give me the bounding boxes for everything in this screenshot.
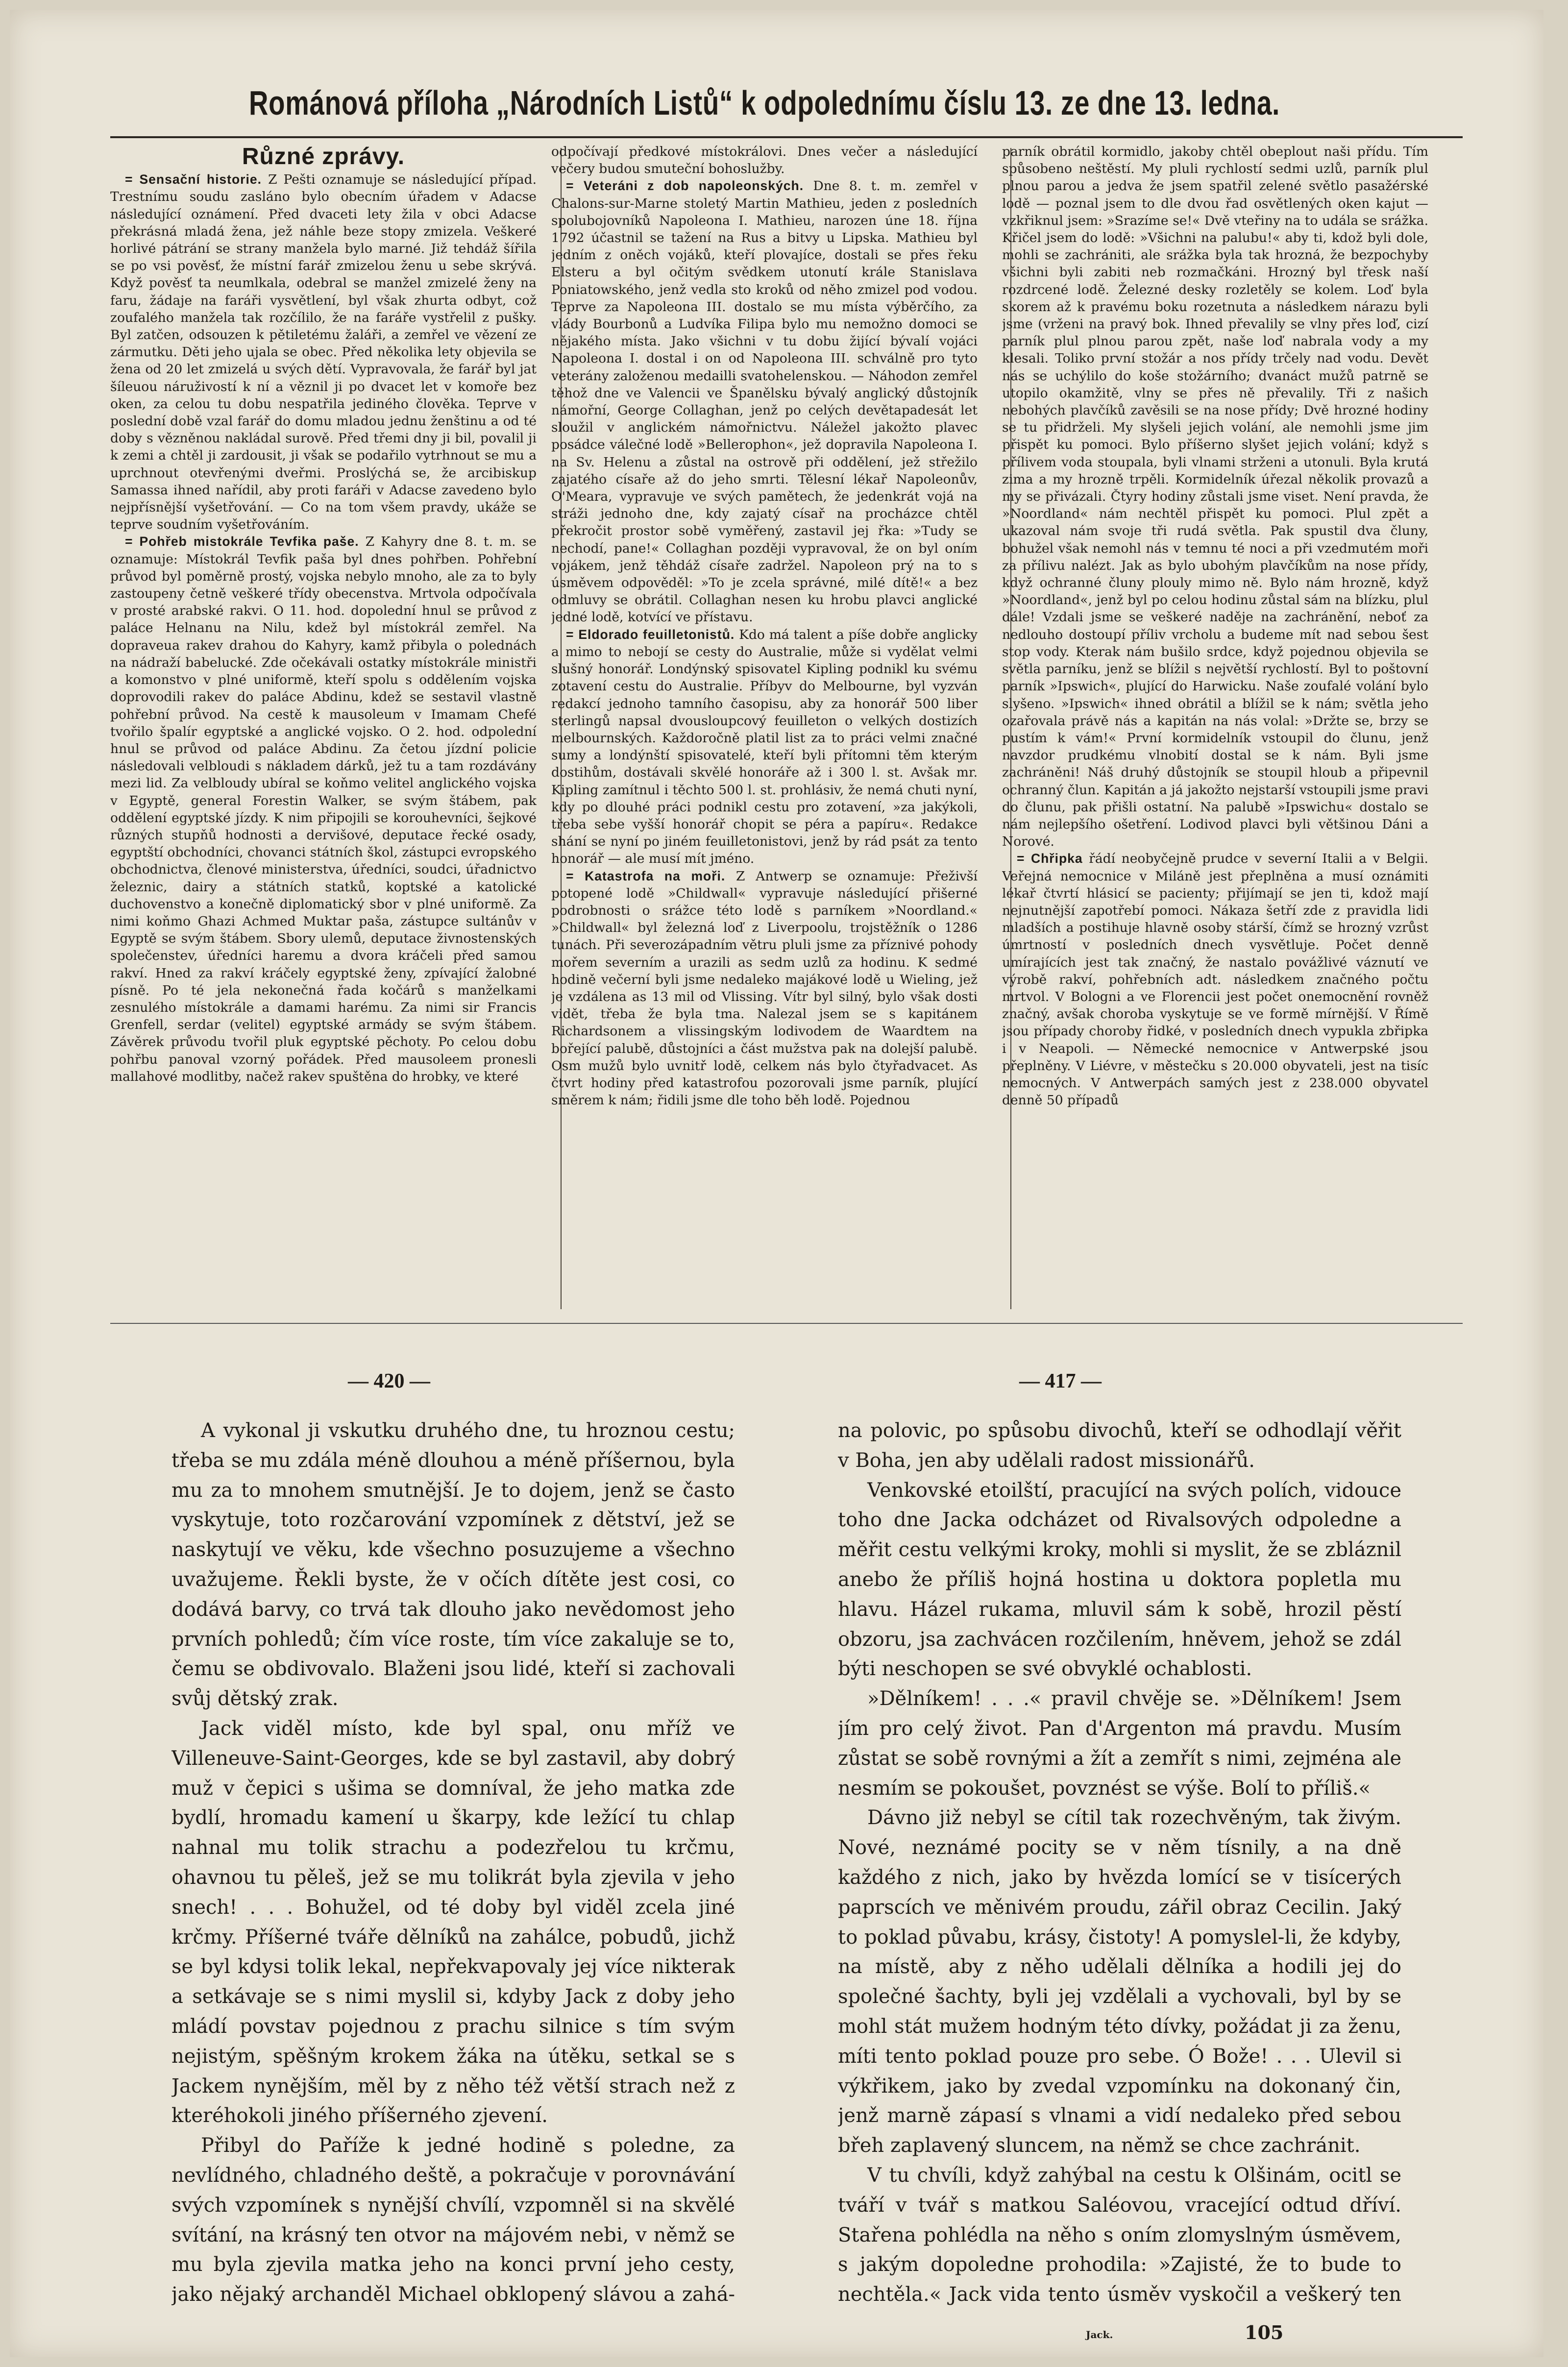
footer-signature-name: Jack. bbox=[1086, 2329, 1113, 2341]
footer-sheet-number: 105 bbox=[1245, 2321, 1284, 2343]
news-text: Z Kahyry dne 8. t. m. se oznamuje: Místokrál Tevfik paša byl dnes pohřben. Pohřební průvod byl poměrně prostý, vojska nebylo mnoho, ale za to byly zastoupeny četně veškeré třídy obecenstva. Mrtvola odpočívala v prosté arabské rakvi. O 11. hod. dopolední hnul se průvod z paláce Helnanu na Nilu, kdež byl místokrál zemřel. Na dopraveua rakev drahou do Kahyry, kamž přibyla o polednách na nádraží babelucké. Zde očekávali ostatky místokrále ministři a komonstvo v plné uniformě, kteří spolu s oddělením vojska doprovodili rakev do paláce Abdinu, kdež se sestavil vlastně pohřební průvod. Na cestě k mausoleum v Imamam Chefé tvořilo špalír egyptské a anglické vojsko. O 2. hod. odpolední hnul se průvod od paláce Abdinu. Za četou jízdní policie následovali velbloudi s nákladem dárků, jež tu a tam rozdávány mezi lid. Za velbloudy ubíral se koňmo velitel anglického vojska v Egyptě, general Forestin Walker, se svým štábem, pak oddělení egyptské jízdy. K nim připojili se korouhevníci, šejkové různých stupňů hodnosti a dervišové, deputace řecké osady, egyptští obchodníci, chovanci státních škol, zástupci evropského obchodnictva, členové ministerstva, úředníci, soudci, úřadnictvo železnic, dairy a státních statků, koptské a katolické duchovenstvo a konečně diplomatický sbor v plné uniformě. Za nimi koňmo Ghazi Achmed Muktar paša, zástupce sultánův v Egyptě se svým štábem. Sbory ulemů, deputace živnostenských společenstev, úředníci haremu a dvora kráčeli před samou rakví. Hned za rakví kráčely egyptské ženy, zpívající žalobné písně. Po té jela nekonečná řada kočárů s manželkami zesnulého místokrále a damami harému. Za nimi sir Francis Grenfell, serdar (velitel) egyptské armády se svým štábem. Závěrek průvodu tvořil pluk egyptské pěchoty. Po celou dobu pohřbu panoval vzorný pořádek. Před mausoleem pronesli mallahové modlitby, načež rakev spuštěna do hrobky, ve které bbox=[110, 534, 537, 1084]
novel-paragraph: Jack viděl místo, kde byl spal, onu mříž ve Villeneuve-Saint-Georges, kde se byl zastavil, aby dobrý muž v čepici s ušima se domníval, že jeho matka zde bydlí, hromadu kamení u škarpy, kde ležící tu chlap nahnal mu tolik strachu a podezřelou tu krčmu, ohavnou tu pěleš, jež se mu tolikrát byla zjevila v jeho snech! . . . Bohužel, od té doby byl viděl zcela jiné krčmy. Příšerné tváře dělníků na zahálce, pobudů, jichž se byl kdysi tolik lekal, nepřekvapovaly jej více nikterak a setkávaje se s nimi myslil si, kdyby Jack z doby jeho mládí povstav pojednou z prachu silnice s tím svým nejistým, spěšným krokem žáka na útěku, setkal se s Jackem nynějším, měl by z něho též větší strach než z kteréhokoli jiného příšerného zjevení. bbox=[172, 1717, 735, 2127]
news-item bbox=[551, 868, 978, 1109]
news-item bbox=[110, 171, 537, 533]
news-headline: = Eldorado feuilletonistů. bbox=[566, 627, 735, 642]
novel-paragraph: V tu chvíli, když zahýbal na cestu k Olšinám, ocitl se tváří v tvář s matkou Saléovou, vracející odtud dříví. Stařena pohlédla na něho s oním zlomyslným úsměvem, s jakým dopoledne prohodila: »Zajisté, že to bude to nechtěla.« Jack vida tento úsměv vyskočil a veškerý ten bbox=[838, 2164, 1401, 2306]
news-column-1 bbox=[110, 143, 537, 1314]
page-number-left: — 420 — bbox=[348, 1370, 430, 1392]
news-columns bbox=[110, 143, 1463, 1314]
news-continuation: odpočívají předkové místokrálovi. Dnes večer a následující večery budou smuteční bohoslužby. bbox=[551, 144, 978, 177]
novel-page-right bbox=[838, 1416, 1401, 2308]
news-text: Dne 8. t. m. zemřel v Chalons-sur-Marne stoletý Martin Mathieu, jeden z posledních spolubojovníků Napoleona I. Mathieu, narozen úne 18. října 1792 účastnil se tažení na Rus a bitvy u Lipska. Mathieu byl jedním z oněch vojáků, kteří plovajíce, dostali se přes řeku Elsteru a byl očitým svědkem utonutí krále Stanislava Poniatowského, jenž vedla sto kroků od něho zmizel pod vodou. Teprve za Napoleona III. dostalo se mu místa výběrčího, za vlády Bourbonů a Ludvíka Filipa bylo mu nemožno domoci se nějakého místa. Jako všichni v tu dobu žijící bývalí vojáci Napoleona I. dostal i on od Napoleona III. schválně pro tyto veterány založenou medailli svatohelenskou. — Náhodon zemřel těhož dne ve Valencii ve Španělsku bývalý anglický důstojník námořní, George Collaghan, jenž po celých devětapadesát let sloužil v anglickém námořnictvu. Náležel jakožto plavec posádce válečné lodě »Bellerophon«, jež dopravila Napoleona I. na Sv. Helenu a zůstal na ostrově při oddělení, jež střežilo zajatého císaře až do jeho smrti. Tělesní lékař Napoleonův, O'Meara, vypravuje ve svých pamětech, že jedenkrát vojá na stráži jednoho dne, kdy zajatý císař na procházce chtěl překročit prostor sobě vyměřený, zastavil jej řka: »Tudy se nechodí, pane!« Collaghan později vypravoval, že on byl oním vojákem, jenž těhdáž císaře zadržel. Napoleon prý na to s úsměvem odpověděl: »To je zcela správné, milé dítě!« a bez odmluvy se obrátil. Collaghan nesen ku hrobu plavci anglické jedné lodě, kotvící ve přístavu. bbox=[551, 178, 978, 625]
newspaper-sheet bbox=[10, 10, 1544, 2357]
novel-paragraph: Venkovské etoilští, pracující na svých polích, vidouce toho dne Jacka odcházet od Rivalsových odpoledne a měřit cestu velkými kroky, mohli si myslit, že se zbláznil anebo že příliš hojná hostina u doktora popletla mu hlavu. Házel rukama, mluvil sám k sobě, hrozil pěstí obzoru, jsa zachvácen rozčilením, hněvem, jehož se zdál býti neschopen se své obvyklé ochablosti. bbox=[838, 1479, 1401, 1681]
news-headline: = Veteráni z dob napoleonských. bbox=[566, 178, 804, 194]
news-item bbox=[551, 177, 978, 626]
section-rule bbox=[110, 1323, 1463, 1324]
novel-paragraph: na polovic, po spůsobu divochů, kteří se odhodlají věřit v Boha, jen aby udělali radost missionářů. bbox=[838, 1419, 1401, 1472]
novel-paragraph: Dávno již nebyl se cítil tak rozechvěným, tak živým. Nové, neznámé pocity se v něm tísnily, a na dně každého z nich, jako by hvězda lomící se v tisícerých paprscích ve měnivém proudu, zářil obraz Cecilin. Jaký to poklad půvabu, krásy, čistoty! A pomyslel-li, že kdyby, na místě, aby z něho udělali dělníka a hodili jej do společné šachty, byli jej vzdělali a vychovali, byl by se mohl stát mužem hodným této dívky, požádat ji za ženu, míti tento poklad pouze pro sebe. Ó Bože! . . . Ulevil si výkřikem, jako by zvedal vzpomínku na dokonaný čin, jenž marně zápasí s vlnami a vidí nedaleko před sebou břeh zaplavený sluncem, na němž se chce zachránit. bbox=[838, 1806, 1401, 2157]
news-text: Kdo má talent a píše dobře anglicky a mimo to nebojí se cesty do Australie, může si vydělat velmi slušný honorář. Londýnský spisovatel Kipling podnikl ku svému zotavení cestu do Australie. Příbyv do Melbourne, byl vyzván redakcí jednoho tamního časopisu, aby za honorář 500 liber sterlingů napsal dvousloupcový feuilleton o velkých dostizích melbournských. Každoročně platil list za to práci velmi značné sumy a londýnští spisovatelé, kteří byli přítomni těm kterým dostihům, dostávali skvělé honoráře až i 300 l. st. Avšak mr. Kipling zamítnul i těchto 500 l. st. prohlásiv, že nemá chuti nyní, kdy po dlouhé práci podnikl cestu pro zotavení, »za jakýkoli, třeba sebe vyšší honorář chopit se péra a papíru«. Redakce shání se nyní po jiném feuilletonistovi, jenž by rád psát za tento honorář — ale musí mít jméno. bbox=[551, 627, 978, 867]
page-number-right: — 417 — bbox=[1019, 1370, 1102, 1392]
news-column-2 bbox=[551, 143, 978, 1314]
news-item bbox=[1002, 850, 1428, 1109]
novel-paragraph: Přibyl do Paříže k jedné hodině s poledne, za nevlídného, chladného deště, a pokračuje v porovnávání svých vzpomínek s nynější chvílí, vzpomněl si na skvělé svítání, na krásný ten otvor na májovém nebi, v němž se mu byla zjevila matka jeho na konci první jeho cesty, jako nějaký archanděl Michael obklopený slávou a zahá- bbox=[172, 2134, 735, 2306]
news-item bbox=[110, 533, 537, 1085]
news-continuation: parník obrátil kormidlo, jakoby chtěl obeplout naši přídu. Tím spůsobeno neštěstí. My pluli rychlostí sedmi uzlů, parník plul plnou parou a jedva že jsem spatřil zelené světlo pasažérské lodě — poznal jsem to dle dvou řad osvětlených oken kajut — vzkřiknul jsem: »Srazíme se!« Dvě vteřiny na to udála se srážka. Křičel jsem do lodě: »Všichni na palubu!« aby ti, kdož byli dole, mohli se zachrániti, ale srážka byla tak hrozná, že bezpochyby všichni byli zabiti neb rozmačkáni. Hrozný byl třesk naší rozdrcené lodě. Železné desky rozletěly se kolem. Loď byla skorem až k pravému boku rozetnuta a následkem nárazu byli jsme (vrženi na pravý bok. Ihned převalily se vlny přes loď, cizí parník plul plnou parou zpět, naše loď nabrala vody a my klesali. Toliko první stožár a nos přídy trčely nad vodu. Devět nás se uchýlilo do koše stožárního; dvanáct mužů patrně se utopilo okamžitě, vlny se přes ně převalily. Tři z našich nebohých plavčíků zavěsili se na nose přídy; Dvě hrozné hodiny se tu přidrželi. My slyšeli jejich volání, ale nemohli jsme jim přispět ku pomoci. Bylo příšerno slyšet jejich volání; když s přílivem voda stoupala, byli vlnami strženi a utonuli. Byla krutá zima a my hrozně trpěli. Kormidelník úřezal několik provazů a my se přivázali. Čtyry hodiny zůstali jsme viset. Není pravda, že »Noordland« nám nechtěl přispět ku pomoci. Plul zpět a ukazoval nám svoje tři rudá světla. Pak spustil dva čluny, bohužel však nemohl nás v temnu té noci a při vzedmutém moři za přílivu nalézt. Jak as bylo ubohým plavčíkům na nose přídy, když ochranné čluny plouly mimo ně. Bylo nám hrozně, když »Noordland«, jenž byl po celou hodinu zůstal sám na blízku, plul dále! Vzdali jsme se veškeré naděje na zachránění, neboť za nedlouho dostoupí příliv vrcholu a budeme mít nad sebou šest stop vody. Kterak nám bušilo srdce, když pojednou objevila se světla parníku, jenž se blížil s největší rychlostí. Byl to poštovní parník »Ipswich«, plující do Harwicku. Naše zoufalé volání bylo slyšeno. »Ipswich« ihned obrátil a blížil se k nám; světla jeho ozařovala právě nás a kapitán na nás volal: »Držte se, brzy se pustím k vám!« První kormidelník vstoupil do člunu, jenž navzdor prudkému vlnobití dostal se k nám. Byli jsme zachráněni! Náš druhý důstojník se stoupil hloub a připevnil ochranný člun. Kapitán a já jakožto nejstarší vstoupili jsme pravi do člunu, pak přišli ostatní. Na palubě »Ipswichu« dostalo se nám nejlepšího ošetření. Lodivod plavci byli většinou Dáni a Norové. bbox=[1002, 144, 1428, 850]
news-item bbox=[551, 626, 978, 868]
news-headline: = Sensační historie. bbox=[125, 172, 262, 187]
section-title: Různé zprávy. bbox=[242, 144, 405, 170]
novel-paragraph: »Dělníkem! . . .« pravil chvěje se. »Dělníkem! Jsem jím pro celý život. Pan d'Argenton má pravdu. Musím zůstat se sobě rovnými a žít a zemřít s nimi, zejména ale nesmím se pokoušet, povznést se výše. Bolí to příliš.« bbox=[838, 1687, 1401, 1800]
news-text: řádí neobyčejně prudce v severní Italii a v Belgii. Veřejná nemocnice v Miláně jest přeplněna a musí oznámiti lékař čtvrtí hlásicí se pacienty; přijímají se jen ti, kdož mají nejnutnější zapotřebí pomoci. Nákaza šetří zde z pravidla lidi mladších a postihuje hlavně osoby stárší, čímž se hrozný vzrůst úmrtností v posledních dnech vysvětluje. Počet denně umírajících jest tak značný, že nastalo povážlivé váznutí ve výrobě rakví, pohřebních adt. následkem značného počtu mrtvol. V Bologni a ve Florencii jest počet onemocnění rovněž značný, avšak choroba vyskytuje se ve formě mírnější. V Římě jsou případy choroby řidké, v posledních dnech vypukla zbřipka i v Neapoli. — Německé nemocnice v Antwerpské jsou přeplněny. V Liévre, v městečku s 20.000 obyvateli, jest na tisíc nemocných. V Antwerpách samých jest z 238.000 obyvatel denně 50 případů bbox=[1002, 851, 1428, 1108]
news-headline: = Pohřeb mistokrále Tevfika paše. bbox=[125, 534, 359, 549]
news-headline: = Chřipka bbox=[1017, 851, 1083, 866]
news-headline: = Katastrofa na moři. bbox=[566, 868, 726, 883]
news-text: Z Pešti oznamuje se následující případ. Trestnímu soudu zasláno bylo obecním úřadem v Adacse následující oznámení. Před dvaceti lety žila v obci Adacse překrásná mladá žena, jež náhle beze stopy zmizela. Veškeré horlivé pátrání se strany manžela bylo marné. Již tehdáž šířila se po vsi pověsť, že místní farář zmizelou ženu u sebe skrývá. Když pověsť ta neumlkala, odebral se manžel zmizelé ženy na faru, žádaje na faráři vysvětlení, byl však zhurta odbyt, což zoufalého manžela tak rozčílilo, že na faráře vystřelil z pušky. Byl zatčen, odsouzen k pětiletému žaláři, a zemřel ve vězení ze zármutku. Děti jeho ujala se obec. Před několika lety objevila se žena od 20 let zmizelá u svých dětí. Vypravovala, že farář byl jat šíleuou náruživostí k ní a věznil ji po dvacet let v komoře bez oken, za celou tu dobu nespatřila jediného člověka. Teprve v poslední době vzal farář do domu mladou jednu ženštinu a od té doby s vězněnou nakládal surově. Před třemi dny ji bil, povalil ji k zemi a chtěl ji zardousit, ji však se podařilo vytrhnout se mu a uprchnout otevřenými dveřmi. Proslýchá se, že arcibiskup Samassa ihned nařídil, aby proti faráři v Adacse zavedeno bylo nejpřísnější vyšetřování. — Co na tom všem pravdy, ukáže se teprve soudním vyšetřováním. bbox=[110, 172, 537, 533]
news-text: Z Antwerp se oznamuje: Přeživší potopené lodě »Childwall« vypravuje následující přišerné podrobnosti o srážce této lodě s parníkem »Noordland.« »Childwall« byl železná loď z Liverpoolu, trojstěžník o 1286 tunách. Při severozápadním větru pluli jsme za příznivé pohody mořem severním a urazili as sedm uzlů za hodinu. K sedmé hodině večerní byli jsme nedaleko majákové lodě u Wieling, jež je vzdálena as 13 mil od Vlissing. Vítr byl silný, bylo však dosti vidět, třeba že byla tma. Nalezal jsem se s kapitánem Richardsonem a vlissingským lodivodem de Waardtem na bořející palubě, důstojníci a část mužstva pak na dolejší palubě. Osm mužů bylo uvnitř lodě, celkem nás bylo čtyřadvacet. As čtvrt hodiny před katastrofou pozorovali jsme parník, plující směrem k nám; řidili jsme dle toho běh lodě. Pojednou bbox=[551, 868, 978, 1108]
novel-page-left bbox=[172, 1416, 735, 2308]
masthead: Románová příloha „Národních Listů“ k odpolednímu číslu 13. ze dne 13. ledna. bbox=[248, 84, 1280, 122]
news-column-3 bbox=[1002, 143, 1428, 1314]
novel-paragraph: A vykonal ji vskutku druhého dne, tu hroznou cestu; třeba se mu zdála méně dlouhou a méně příšernou, byla mu za to mnohem smutnější. Je to dojem, jenž se často vyskytuje, toto rozčarování vzpomínek z dětství, jež se naskytují ve věku, kde všechno posuzujeme a všechno uvažujeme. Řekli byste, že v očích dítěte jest cosi, co dodává barvy, co trvá tak dlouho jako nevědomost jeho prvních pohledů; čím více roste, tím více zakaluje se to, čemu se obdivovalo. Blaženi jsou lidé, kteří si zachovali svůj dětský zrak. bbox=[172, 1419, 735, 1710]
top-rule bbox=[110, 136, 1463, 138]
